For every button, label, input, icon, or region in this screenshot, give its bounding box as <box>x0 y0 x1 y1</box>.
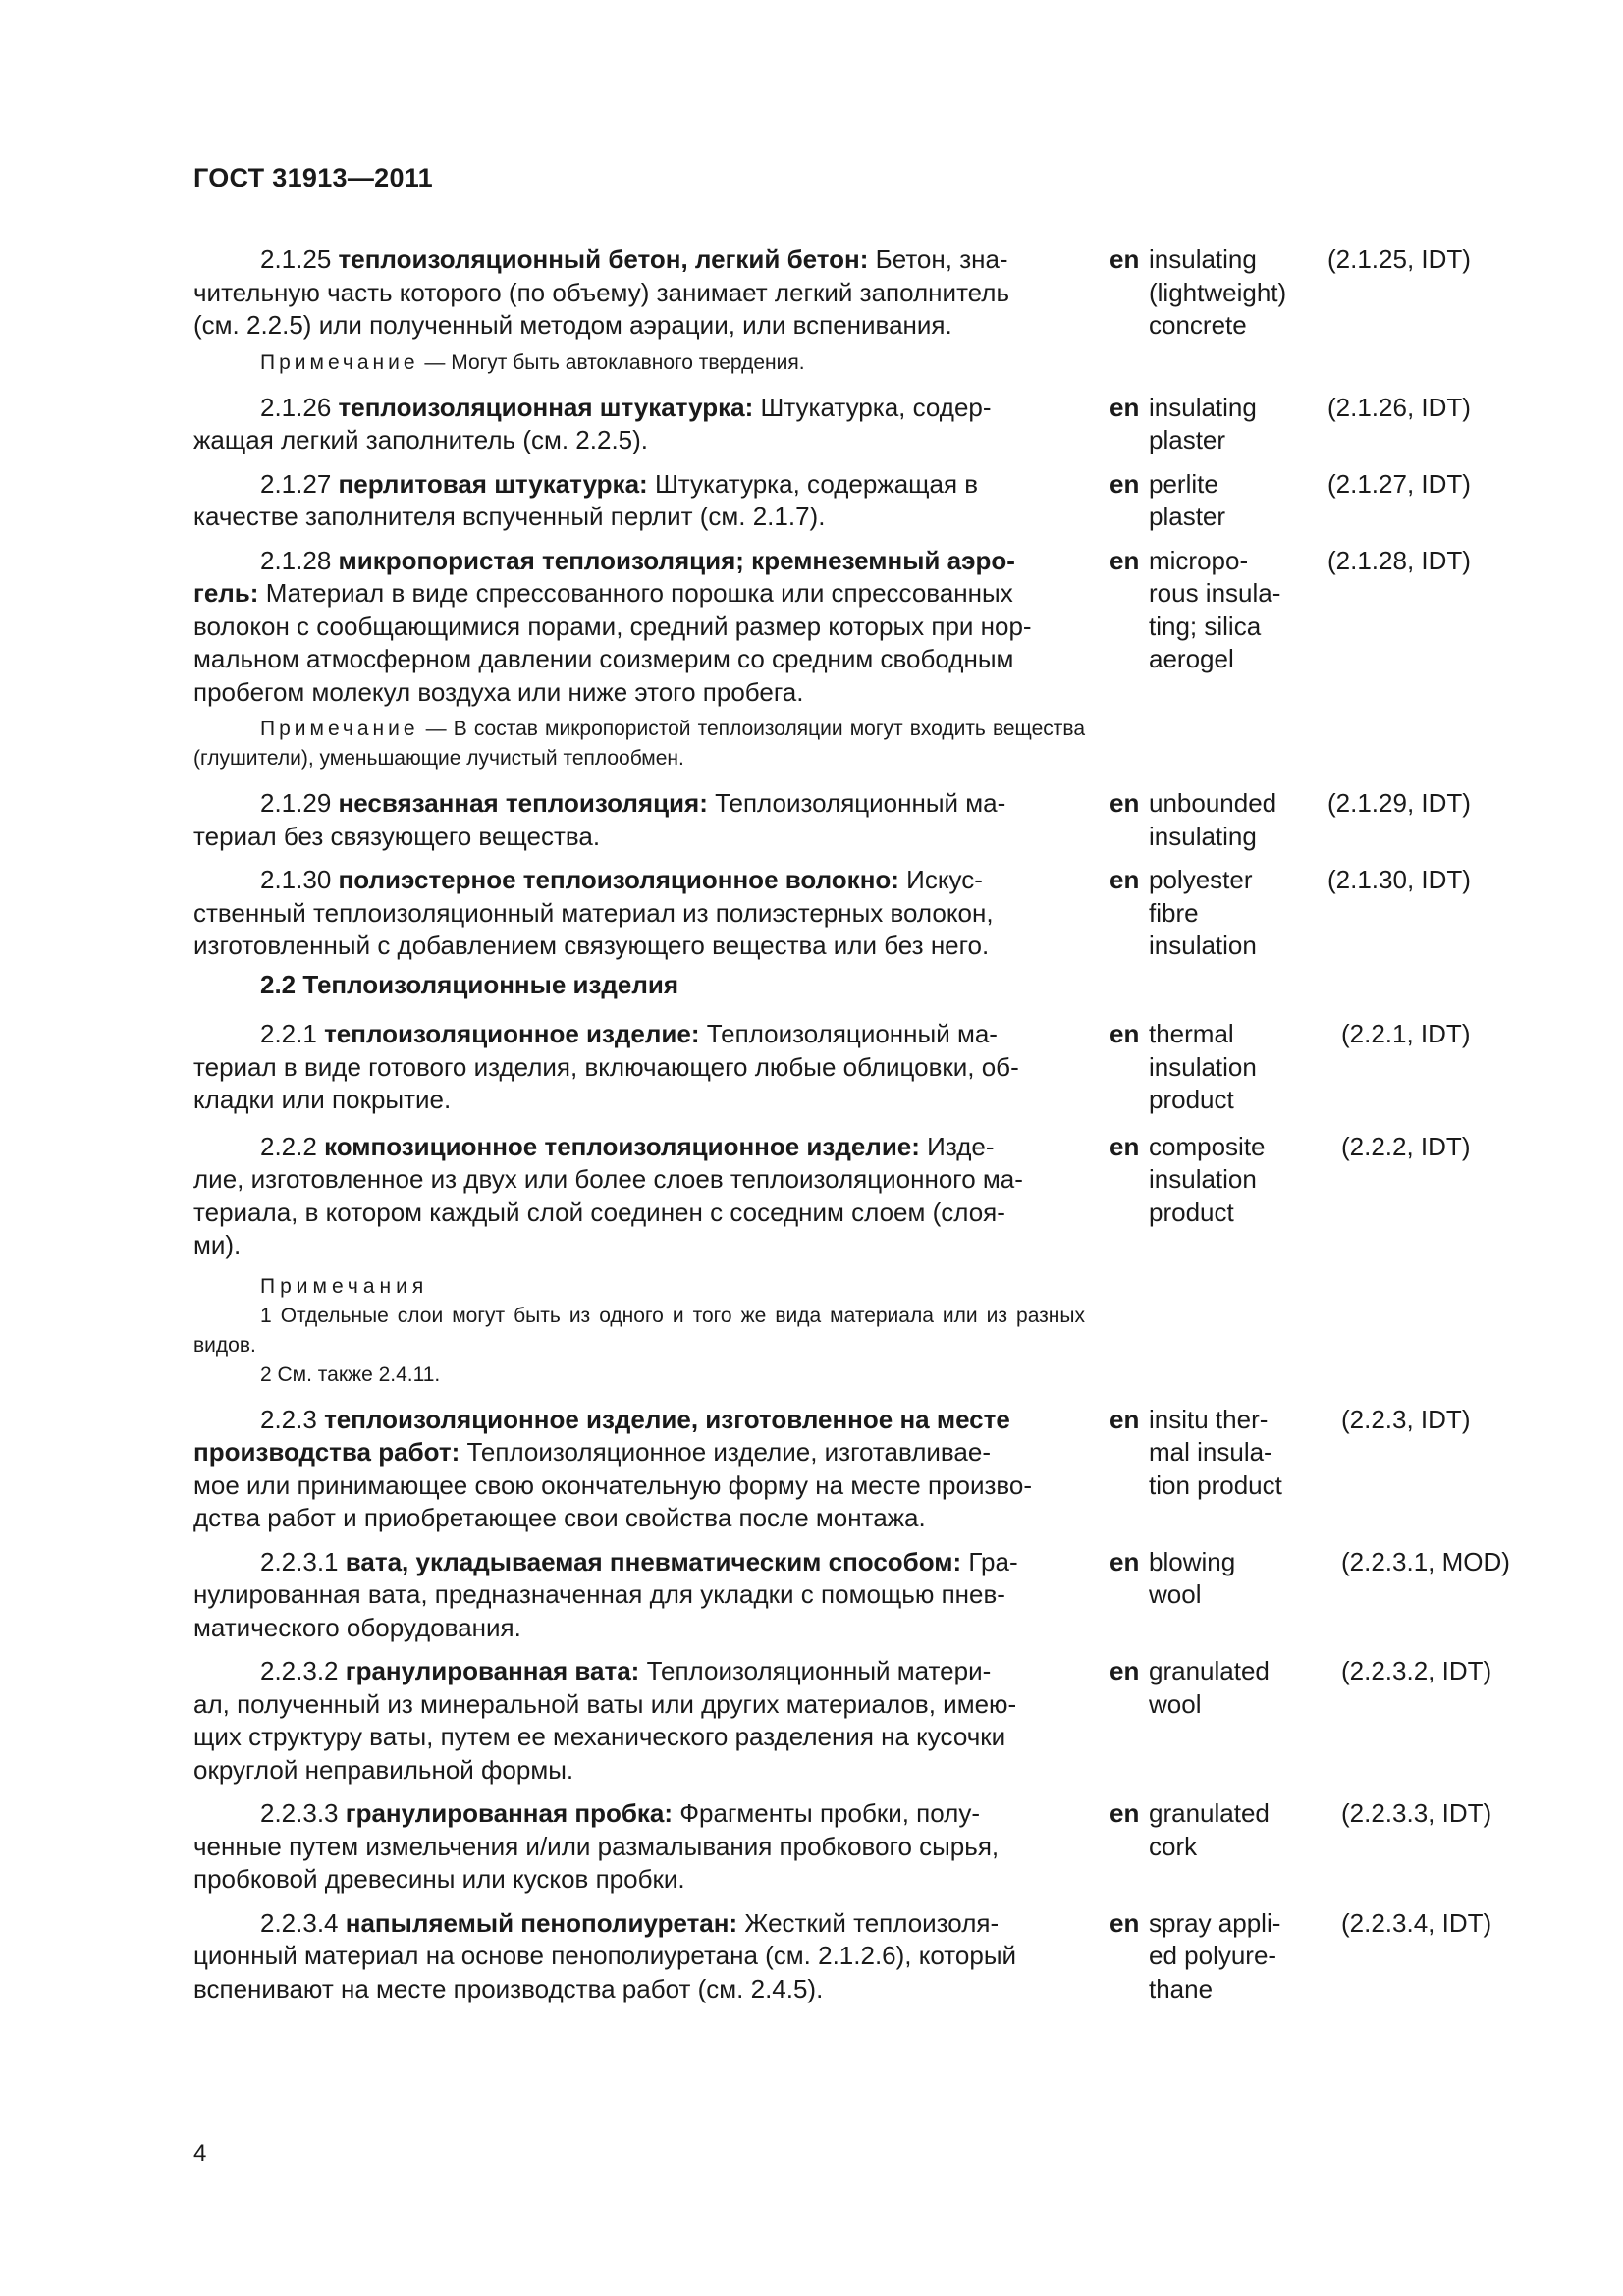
page-number: 4 <box>193 2140 207 2166</box>
term-entry-2-2-3-4: 2.2.3.4 напыляемый пенополиуретан: Жесткий теплоизоля- ционный материал на основе пенополиуретана (см. 2.1.2.6), который вспенивают на месте производства работ (см. 2.4.5). en spray appli- ed polyure- thane (2.2.3.4, IDT) <box>0 1907 1623 2006</box>
iso-reference: (2.1.29, IDT) <box>1327 788 1471 818</box>
english-equivalent: en spray appli- ed polyure- thane <box>1109 1907 1281 2003</box>
term-entry-2-2-3-3: 2.2.3.3 гранулированная пробка: Фрагменты пробки, полу- ченные путем измельчения и/или размалывания пробкового сырья, пробковой древесины или кусков пробки. en granulated cork (2.2.3.3, IDT) <box>193 1798 1492 1894</box>
english-equivalent: en granulated cork <box>1109 1798 1270 1861</box>
document-body <box>0 243 1623 2005</box>
iso-reference: (2.1.25, IDT) <box>1327 244 1471 274</box>
document-number: ГОСТ 31913—2011 <box>193 163 433 192</box>
iso-reference: (2.2.3, IDT) <box>1341 1404 1471 1434</box>
term-name: теплоизоляционный бетон, легкий бетон: <box>338 244 869 274</box>
iso-reference: (2.2.3.2, IDT) <box>1341 1656 1492 1685</box>
english-equivalent: en insulating (lightweight) concrete <box>1109 244 1287 340</box>
iso-reference: (2.1.30, IDT) <box>1327 865 1471 894</box>
term-number: 2.1.25 <box>260 244 332 274</box>
iso-reference: (2.1.26, IDT) <box>1327 392 1471 422</box>
iso-reference: (2.2.1, IDT) <box>1341 1019 1471 1048</box>
english-equivalent: en granulated wool <box>1109 1656 1270 1719</box>
term-entry-2-2-3-1: 2.2.3.1 вата, укладываемая пневматическим способом: Гра- нулированная вата, предназначенная для укладки с помощью пнев- матического оборудования. en blowing wool (2.2.3.1, MOD) <box>193 1546 1510 1642</box>
english-equivalent: en composite insulation product <box>1109 1131 1266 1227</box>
english-equivalent: en insitu ther- mal insula- tion product <box>1109 1404 1282 1500</box>
iso-reference: (2.2.3.3, IDT) <box>1341 1798 1492 1828</box>
term-entry-2-1-29: 2.1.29 несвязанная теплоизоляция: Теплоизоляционный ма- териал без связующего вещества. en unbounded insulating (2.1.29, IDT) <box>0 787 1623 853</box>
english-equivalent: en thermal insulation product <box>1109 1019 1257 1114</box>
section-heading: 2.2 Теплоизоляционные изделия <box>260 969 679 999</box>
term-entry-2-2-2: 2.2.2 композиционное теплоизоляционное изделие: Изде- лие, изготовленное из двух или более слоев теплоизоляционного ма- териала, в котором каждый слой соединен с соседним слоем (слоя- ми). en composite insulation product (2.2.2, IDT) Примечания 1 Отдельные слои могут быть из одного и того же вида материала или из разных видов. 2 См. также 2.4.11. <box>0 1131 1623 1390</box>
english-equivalent: en polyester fibre insulation <box>1109 865 1257 960</box>
english-equivalent: en unbounded insulating <box>1109 788 1277 851</box>
iso-reference: (2.2.2, IDT) <box>1341 1131 1471 1161</box>
term-entry-2-1-26: 2.1.26 теплоизоляционная штукатурка: Штукатурка, содер- жащая легкий заполнитель (см. 2.2.5). en insulating plaster (2.1.26, IDT) <box>0 392 1623 457</box>
note-item: 2 См. также 2.4.11. <box>260 1362 441 1386</box>
note-item: 1 Отдельные слои могут быть из одного и того же вида материала или из разных видов. <box>193 1304 1085 1357</box>
term-entry-2-2-3: 2.2.3 теплоизоляционное изделие, изготовленное на месте производства работ: Теплоизоляционное изделие, изготавливае- мое или принимающее свою окончательную форму на месте произво- дства работ и приобретающее свои свойства после монтажа. en insitu ther- mal insula- tion product (2.2.3, IDT) <box>193 1404 1471 1532</box>
notes: Примечания 1 Отдельные слои могут быть из одного и того же вида материала или из разных видов. 2 См. также 2.4.11. <box>193 1272 1085 1390</box>
term-entry-2-2-1: 2.2.1 теплоизоляционное изделие: Теплоизоляционный ма- териал в виде готового изделия, включающего любые облицовки, об- кладки или покрытие. en thermal insulation product (2.2.1, IDT) <box>0 1018 1623 1117</box>
term-definition: Бетон, зна- чительную часть которого (по объему) занимает легкий заполнитель (см. 2.2.5) или полученный методом аэрации, или вспенивания. <box>193 244 1009 340</box>
term-entry-2-2-3-2: 2.2.3.2 гранулированная вата: Теплоизоляционный матери- ал, полученный из минеральной ваты или других материалов, имею- щих структуру ваты, путем ее механического разделения на кусочки округлой неправильной формы. en granulated wool (2.2.3.2, IDT) <box>193 1656 1492 1785</box>
english-equivalent: en micropo- rous insula- ting; silica aerogel <box>1109 545 1281 673</box>
iso-reference: (2.2.3.4, IDT) <box>1341 1907 1492 1938</box>
term-entry-2-1-28: 2.1.28 микропористая теплоизоляция; кремнеземный аэро- гель: Материал в виде спрессованного порошка или спрессованных волокон с сообщающимися порами, средний размер которых при нор- мальном атмосферном давлении соизмерим со средним свободным пробегом молекул воздуха или ниже этого пробега. en micropo- rous insula- ting; silica aerogel (2.1.28, IDT) Примечание — В состав микропористой теплоизоляции могут входить вещества (глушители), уменьшающие лучистый теплообмен. <box>0 545 1623 774</box>
note: Примечание — Могут быть автоклавного твердения. <box>260 350 805 374</box>
english-equivalent: en blowing wool <box>1109 1546 1236 1609</box>
iso-reference: (2.1.28, IDT) <box>1327 545 1471 575</box>
note: Примечание — В состав микропористой теплоизоляции могут входить вещества (глушители), уменьшающие лучистый теплообмен. <box>193 718 1085 770</box>
term-entry-2-1-30: 2.1.30 полиэстерное теплоизоляционное волокно: Искус- ственный теплоизоляционный материал из полиэстерных волокон, изготовленный с добавлением связующего вещества или без него. en polyester fibre insulation (2.1.30, IDT) <box>0 864 1623 963</box>
iso-reference: (2.2.3.1, MOD) <box>1341 1546 1510 1576</box>
english-equivalent: en insulating plaster <box>1109 392 1257 454</box>
iso-reference: (2.1.27, IDT) <box>1327 468 1471 499</box>
term-entry-2-1-25 <box>0 243 1623 378</box>
english-equivalent: en perlite plaster <box>1109 468 1226 531</box>
term-entry-2-1-27: 2.1.27 перлитовая штукатурка: Штукатурка, содержащая в качестве заполнителя вспученный перлит (см. 2.1.7). en perlite plaster (2.1.27, IDT) <box>0 468 1623 534</box>
